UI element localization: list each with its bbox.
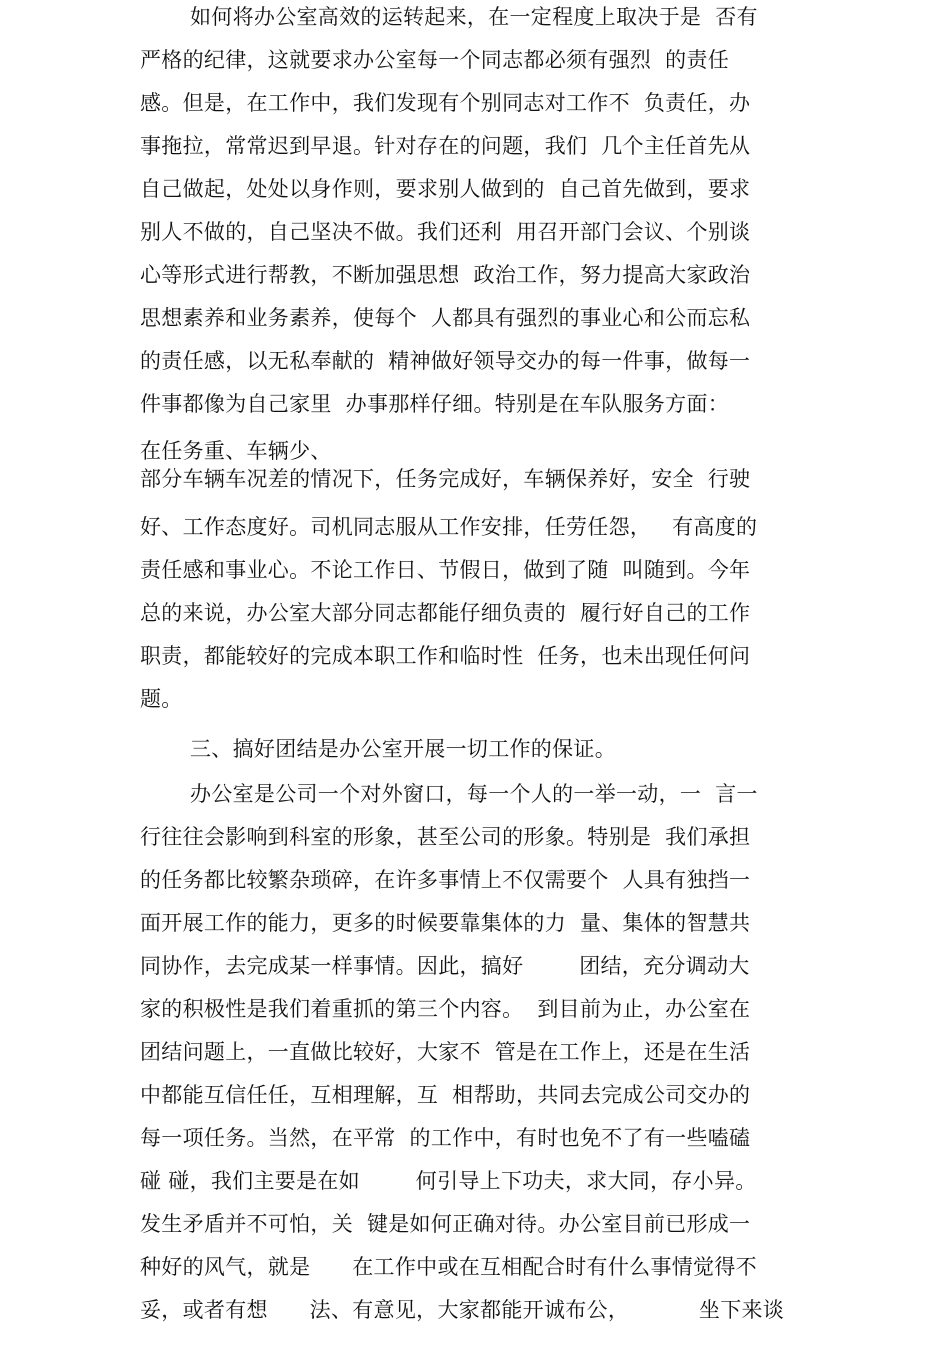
paragraph-1-line: 心等形式进行帮教，不断加强思想 政治工作，努力提高大家政治 [140,263,751,287]
paragraph-1-line: 的责任感，以无私奉献的 精神做好领导交办的每一件事，做每一 [140,349,751,373]
paragraph-3-line: 家的积极性是我们着重抓的第三个内容。 到目前为止，办公室在 [140,997,751,1021]
paragraph-3-line: 团结问题上，一直做比较好，大家不 管是在工作上，还是在生活 [140,1040,751,1064]
paragraph-1-line: 别人不做的，自己坚决不做。我们还利 用召开部门会议、个别谈 [140,220,751,244]
paragraph-3-line: 发生矛盾并不可怕，关 键是如何正确对待。办公室目前已形成一 [140,1212,751,1236]
paragraph-3-line: 的任务都比较繁杂琐碎，在许多事情上不仅需要个 人具有独挡一 [140,868,751,892]
paragraph-3-line: 种好的风气，就是 在工作中或在互相配合时有什么事情觉得不 [140,1255,757,1279]
paragraph-1-line: 感。但是，在工作中，我们发现有个别同志对工作不 负责任，办 [140,91,751,115]
paragraph-1-line: 件事都像为自己家里 办事那样仔细。特别是在车队服务方面： [140,392,730,416]
section-heading: 三、搞好团结是办公室开展一切工作的保证。 [190,737,616,761]
paragraph-2-line: 好、工作态度好。司机同志服从工作安排，任劳任怨， 有高度的 [140,515,758,539]
paragraph-3-line: 每一项任务。当然，在平常 的工作中，有时也免不了有一些嗑磕 [140,1126,751,1150]
paragraph-3-line: 同协作，去完成某一样事情。因此，搞好 团结，充分调动大 [140,954,750,978]
paragraph-3-line: 中都能互信任任，互相理解，互 相帮助，共同去完成公司交办的 [140,1083,751,1107]
paragraph-3-line: 妥，或者有想 法、有意见，大家都能开诚布公， 坐下来谈 [140,1298,785,1322]
paragraph-2-line: 部分车辆车况差的情况下，任务完成好，车辆保养好，安全 行驶 [140,467,751,491]
paragraph-1-line: 思想素养和业务素养，使每个 人都具有强烈的事业心和公而忘私 [140,306,751,330]
paragraph-2-line: 总的来说，办公室大部分同志都能仔细负责的 履行好自己的工作 [140,601,751,625]
paragraph-1-line: 严格的纪律，这就要求办公室每一个同志都必须有强烈 的责任 [140,48,730,72]
paragraph-2-line: 题。 [140,687,183,711]
paragraph-2-line: 在任务重、车辆少、 [140,439,332,463]
paragraph-3-line: 办公室是公司一个对外窗口，每一个人的一举一动，一 言一 [190,782,758,806]
paragraph-1-line: 事拖拉，常常迟到早退。针对存在的问题，我们 几个主任首先从 [140,134,751,158]
paragraph-3-line: 面开展工作的能力，更多的时候要靠集体的力 量、集体的智慧共 [140,911,751,935]
paragraph-1-line: 如何将办公室高效的运转起来，在一定程度上取决于是 否有 [190,5,758,29]
paragraph-3-line: 碰 碰，我们主要是在如 何引导上下功夫，求大同，存小异。 [140,1169,757,1193]
paragraph-2-line: 责任感和事业心。不论工作日、节假日，做到了随 叫随到。今年 [140,558,751,582]
paragraph-1-line: 自己做起，处处以身作则，要求别人做到的 自己首先做到，要求 [140,177,751,201]
paragraph-3-line: 行往往会影响到科室的形象，甚至公司的形象。特别是 我们承担 [140,825,751,849]
paragraph-2-line: 职责，都能较好的完成本职工作和临时性 任务，也未出现任何问 [140,644,751,668]
